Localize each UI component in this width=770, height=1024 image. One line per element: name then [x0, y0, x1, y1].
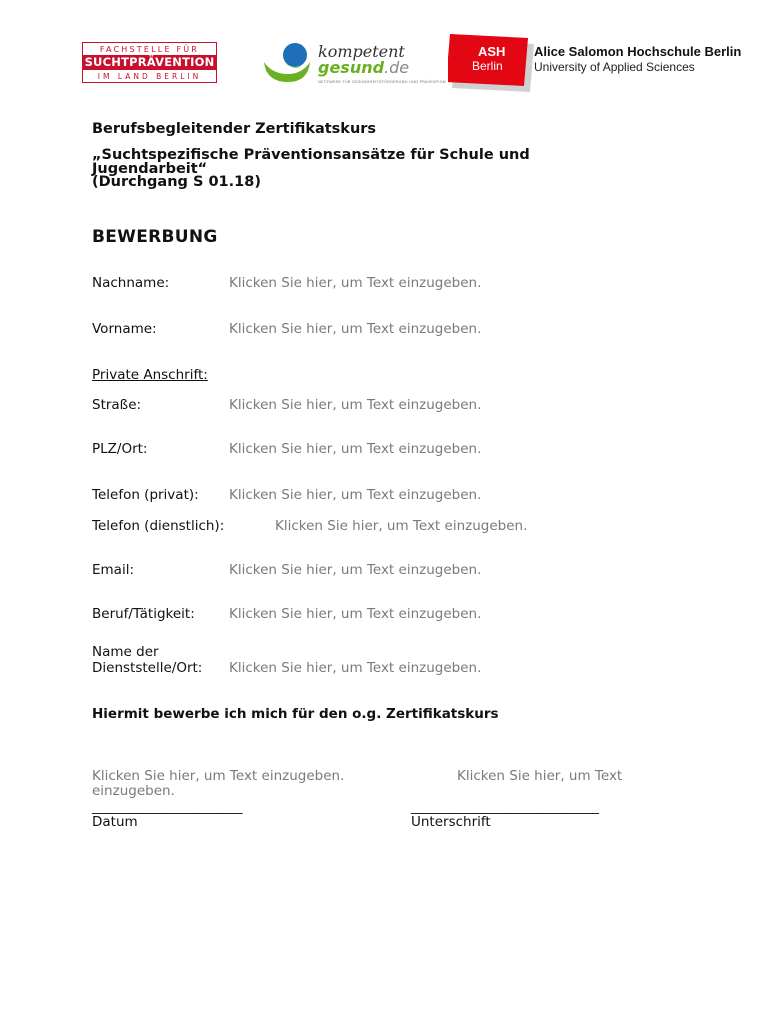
ash-badge-line1: ASH: [478, 44, 506, 59]
ash-name: Alice Salomon Hochschule Berlin: [534, 44, 742, 59]
signature-line: ______________________________: [411, 799, 599, 815]
kompetent-word: kompetent: [318, 42, 405, 61]
nachname-field[interactable]: Klicken Sie hier, um Text einzugeben.: [229, 275, 482, 291]
kompetent-gesund-logo: [262, 40, 446, 88]
telefon-dienstlich-label: Telefon (dienstlich):: [92, 518, 225, 534]
beruf-field[interactable]: Klicken Sie hier, um Text einzugeben.: [229, 606, 482, 622]
course-title-line3: (Durchgang S 01.18): [92, 174, 261, 190]
telefon-dienstlich-field[interactable]: Klicken Sie hier, um Text einzugeben.: [275, 518, 528, 534]
gesund-word: [318, 58, 409, 77]
course-title-line2: Jugendarbeit“: [92, 160, 208, 177]
fachstelle-logo: [82, 42, 217, 83]
fachstelle-logo-line2: SUCHTPRÄVENTION: [84, 55, 215, 69]
course-type: Berufsbegleitender Zertifikatskurs: [92, 121, 377, 137]
course-title: [92, 149, 592, 190]
dienststelle-field[interactable]: Klicken Sie hier, um Text einzugeben.: [229, 660, 482, 676]
plz-ort-label: PLZ/Ort:: [92, 441, 148, 457]
fachstelle-logo-line1: FACHSTELLE FÜR: [99, 45, 200, 54]
ash-badge-line2: Berlin: [472, 59, 503, 73]
gesund-text: gesund: [318, 58, 385, 77]
signature-field[interactable]: Klicken Sie hier, um Text: [457, 768, 623, 784]
declaration-text: Hiermit bewerbe ich mich für den o.g. Zertifikatskurs: [92, 706, 499, 722]
strasse-field[interactable]: Klicken Sie hier, um Text einzugeben.: [229, 397, 482, 413]
kompetent-tagline: NETZWERK FÜR GESUNDHEITSFÖRDERUNG UND PRÄVENTION: [318, 79, 446, 84]
dienststelle-label-line2: Dienststelle/Ort:: [92, 660, 203, 676]
telefon-privat-field[interactable]: Klicken Sie hier, um Text einzugeben.: [229, 487, 482, 503]
date-line: ________________________: [92, 799, 242, 815]
date-field[interactable]: Klicken Sie hier, um Text einzugeben.: [92, 768, 345, 784]
plz-ort-field[interactable]: Klicken Sie hier, um Text einzugeben.: [229, 441, 482, 457]
strasse-label: Straße:: [92, 397, 142, 413]
email-field[interactable]: Klicken Sie hier, um Text einzugeben.: [229, 562, 482, 578]
signature-label: Unterschrift: [411, 814, 491, 830]
telefon-privat-label: Telefon (privat):: [92, 487, 199, 503]
gesund-suffix: .de: [384, 58, 410, 77]
course-title-line1: „Suchtspezifische Präventionsansätze für Schule und: [92, 147, 530, 163]
nachname-label: Nachname:: [92, 275, 170, 291]
vorname-label: Vorname:: [92, 321, 157, 337]
date-label: Datum: [92, 814, 138, 830]
fachstelle-logo-line3: IM LAND BERLIN: [97, 72, 202, 81]
vorname-field[interactable]: Klicken Sie hier, um Text einzugeben.: [229, 321, 482, 337]
signature-field-wrap[interactable]: einzugeben.: [92, 783, 175, 799]
form-heading: BEWERBUNG: [92, 227, 218, 247]
beruf-label: Beruf/Tätigkeit:: [92, 606, 195, 622]
anschrift-heading: Private Anschrift:: [92, 367, 208, 383]
email-label: Email:: [92, 562, 135, 578]
ash-subtitle: University of Applied Sciences: [534, 60, 695, 74]
dienststelle-label-line1: Name der: [92, 644, 159, 660]
kompetent-gesund-mark-icon: [262, 42, 314, 86]
